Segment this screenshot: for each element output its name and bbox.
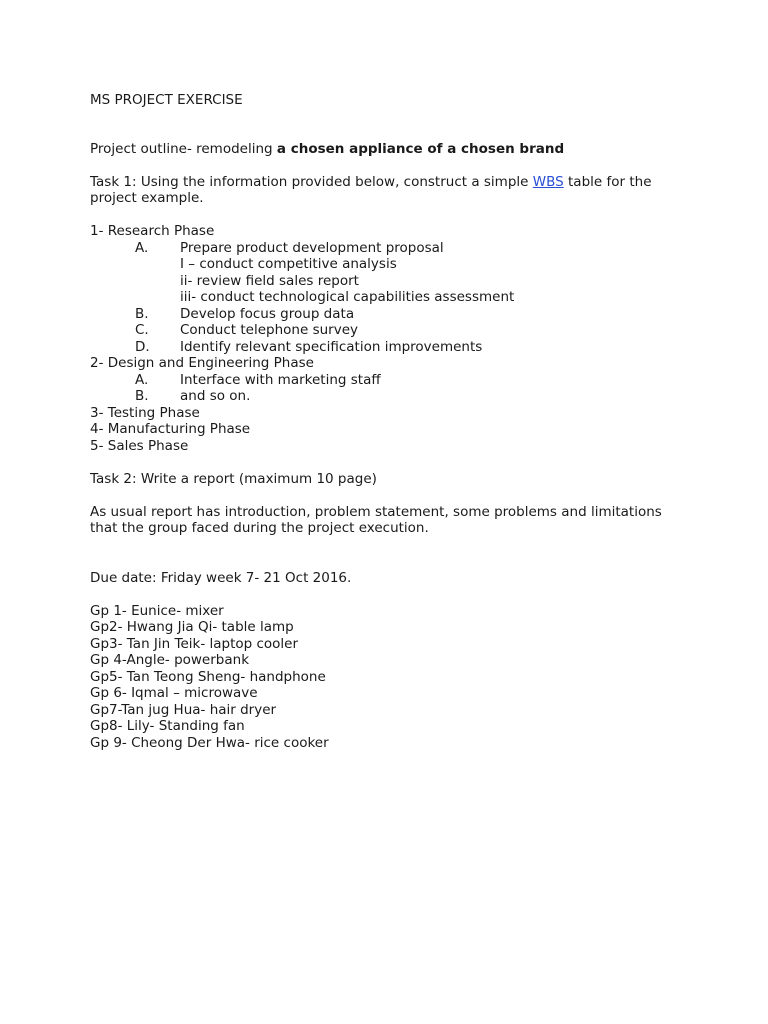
wbs-subitem-1a-iii: iii- conduct technological capabilities assessment	[180, 289, 515, 305]
item-marker: D.	[135, 338, 150, 355]
wbs-link[interactable]: WBS	[532, 173, 564, 190]
wbs-list	[90, 223, 690, 454]
phase-sales: 5- Sales Phase	[90, 437, 189, 454]
group-list	[90, 603, 690, 752]
due-date: Due date: Friday week 7- 21 Oct 2016.	[90, 569, 352, 586]
group-item: Gp2- Hwang Jia Qi- table lamp	[90, 619, 294, 635]
item-text: and so on.	[180, 388, 251, 404]
item-text: Interface with marketing staff	[180, 371, 381, 388]
group-item: Gp7-Tan jug Hua- hair dryer	[90, 701, 277, 718]
wbs-item-1a	[90, 240, 690, 257]
group-item: Gp8- Lily- Standing fan	[90, 718, 245, 734]
item-text: Prepare product development proposal	[180, 239, 444, 256]
phase-research: 1- Research Phase	[90, 223, 215, 239]
outline-prefix: Project outline- remodeling	[90, 140, 277, 157]
task1-before-link: Task 1: Using the information provided below, construct a simple	[90, 173, 533, 190]
item-text: Conduct telephone survey	[180, 322, 358, 338]
item-text: Identify relevant specification improvements	[180, 338, 483, 355]
group-item: Gp 9- Cheong Der Hwa- rice cooker	[90, 734, 329, 751]
group-item: Gp5- Tan Teong Sheng- handphone	[90, 668, 326, 685]
wbs-item-1c	[90, 322, 690, 339]
project-outline	[90, 141, 690, 158]
item-marker: B.	[135, 388, 149, 404]
wbs-item-2b	[90, 388, 690, 405]
group-item: Gp 4-Angle- powerbank	[90, 652, 250, 668]
wbs-item-1b	[90, 306, 690, 323]
item-marker: B.	[135, 305, 149, 322]
phase-manufacturing: 4- Manufacturing Phase	[90, 421, 251, 437]
item-text: Develop focus group data	[180, 305, 355, 322]
task1-line2: project example.	[90, 190, 204, 206]
group-item: Gp 6- Iqmal – microwave	[90, 685, 258, 701]
group-item: Gp3- Tan Jin Teik- laptop cooler	[90, 635, 299, 652]
task1-line1	[90, 174, 690, 191]
task1-after-link: table for the	[563, 173, 652, 190]
wbs-subitem-1a-i: I – conduct competitive analysis	[180, 256, 397, 272]
outline-emphasis: a chosen appliance of a chosen brand	[276, 140, 565, 157]
wbs-item-1d	[90, 339, 690, 356]
phase-testing: 3- Testing Phase	[90, 404, 200, 421]
group-item: Gp 1- Eunice- mixer	[90, 602, 224, 619]
document-title: MS PROJECT EXERCISE	[90, 92, 243, 108]
item-marker: A.	[135, 371, 149, 388]
report-line2: that the group faced during the project execution.	[90, 520, 429, 536]
report-line1: As usual report has introduction, problem statement, some problems and limitations	[90, 503, 662, 520]
item-marker: A.	[135, 239, 149, 256]
phase-design: 2- Design and Engineering Phase	[90, 355, 314, 371]
wbs-item-2a	[90, 372, 690, 389]
item-marker: C.	[135, 322, 149, 338]
wbs-subitem-1a-ii: ii- review field sales report	[180, 272, 359, 289]
task2-line: Task 2: Write a report (maximum 10 page)	[90, 470, 377, 487]
document-page	[90, 92, 690, 751]
